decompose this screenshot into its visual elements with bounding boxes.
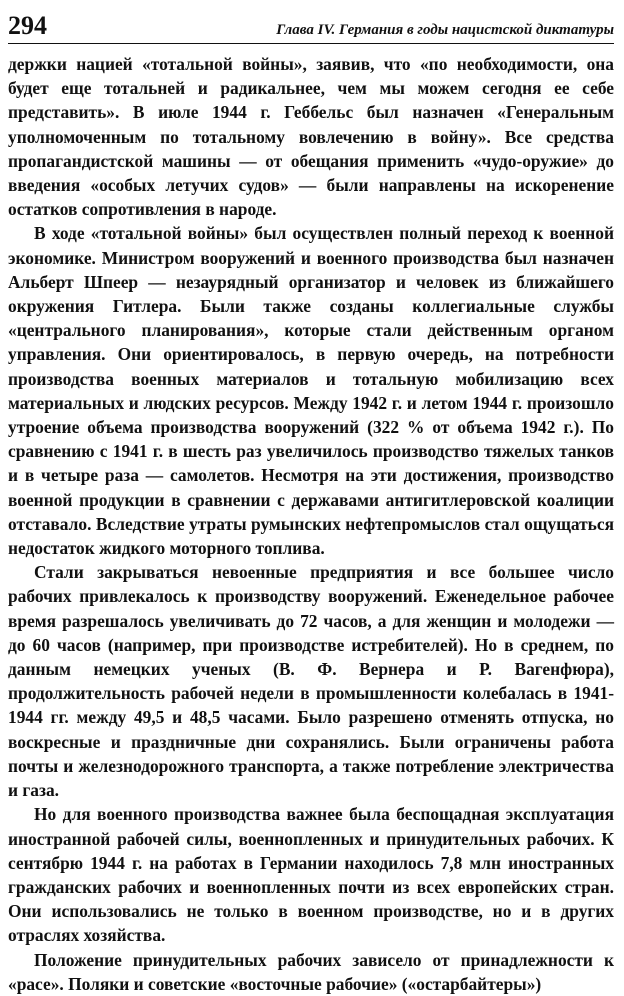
paragraph: Но для военного производства важнее была беспощадная эксплуатация иностранной рабочей силы, военнопленных и принудительных рабочих. К сентябрю 1944 г. на работах в Германии находилось 7,8 млн иностранных гражданских рабочих и военнопленных почти из всех европейских стран. Они использовались не только в военном производстве, но и в других отраслях хозяйства.	[8, 804, 614, 946]
running-title: Глава IV. Германия в годы нацистской диктатуры	[276, 22, 614, 38]
page-number: 294	[8, 11, 47, 40]
paragraph: Стали закрываться невоенные предприятия и все большее число рабочих привлекалось к производству вооружений. Еженедельное рабочее время разрешалось увеличивать до 72 часов, а для женщин и молодежи — до 60 часов (например, при производстве истребителей). Но в среднем, по данным немецких ученых (В. Ф. Вернера и Р. Вагенфюра), продолжительность рабочей недели в промышленности колебалась в 1941-1944 гг. между 49,5 и 48,5 часами. Было разрешено отменять отпуска, но воскресные и праздничные дни сохранялись. Были ограничены работа почты и железнодорожного транспорта, а также потребление электричества и газа.	[8, 562, 614, 801]
paragraph: В ходе «тотальной войны» был осуществлен полный переход к военной экономике. Министром вооружений и военного производства был назначен Альберт Шпеер — незаурядный организатор и человек из ближайшего окружения Гитлера. Были также созданы коллегиальные службы «центрального планирования», которые стали действенным органом управления. Они ориентировалось, в первую очередь, на потребности производства военных материалов и тотальную мобилизацию всех материальных и людских ресурсов. Между 1942 г. и летом 1944 г. произошло утроение объема производства вооружений (322 % от объема 1942 г.). По сравнению с 1941 г. в шесть раз увеличилось производство тяжелых танков и в четыре раза — самолетов. Несмотря на эти достижения, производство военной продукции в сравнении с державами антигитлеровской коалиции отставало. Вследствие утраты румынских нефтепромыслов стал ощущаться недостаток жидкого моторного топлива.	[8, 223, 614, 559]
page-body	[8, 52, 614, 996]
paragraph: держки нацией «тотальной войны», заявив, что «по необходимости, она будет еще тотальней и радикальнее, чем мы можем сегодня ее себе представить». В июле 1944 г. Геббельс был назначен «Генеральным уполномоченным по тотальному вовлечению в войну». Все средства пропагандистской машины — от обещания применить «чудо-оружие» до введения «особых летучих судов» — были направлены на искоренение остатков сопротивления в народе.	[8, 54, 614, 220]
page-header	[8, 0, 614, 44]
paragraph: Положение принудительных рабочих зависело от принадлежности к «расе». Поляки и советские «восточные рабочие» («остарбайтеры»)	[8, 949, 614, 994]
